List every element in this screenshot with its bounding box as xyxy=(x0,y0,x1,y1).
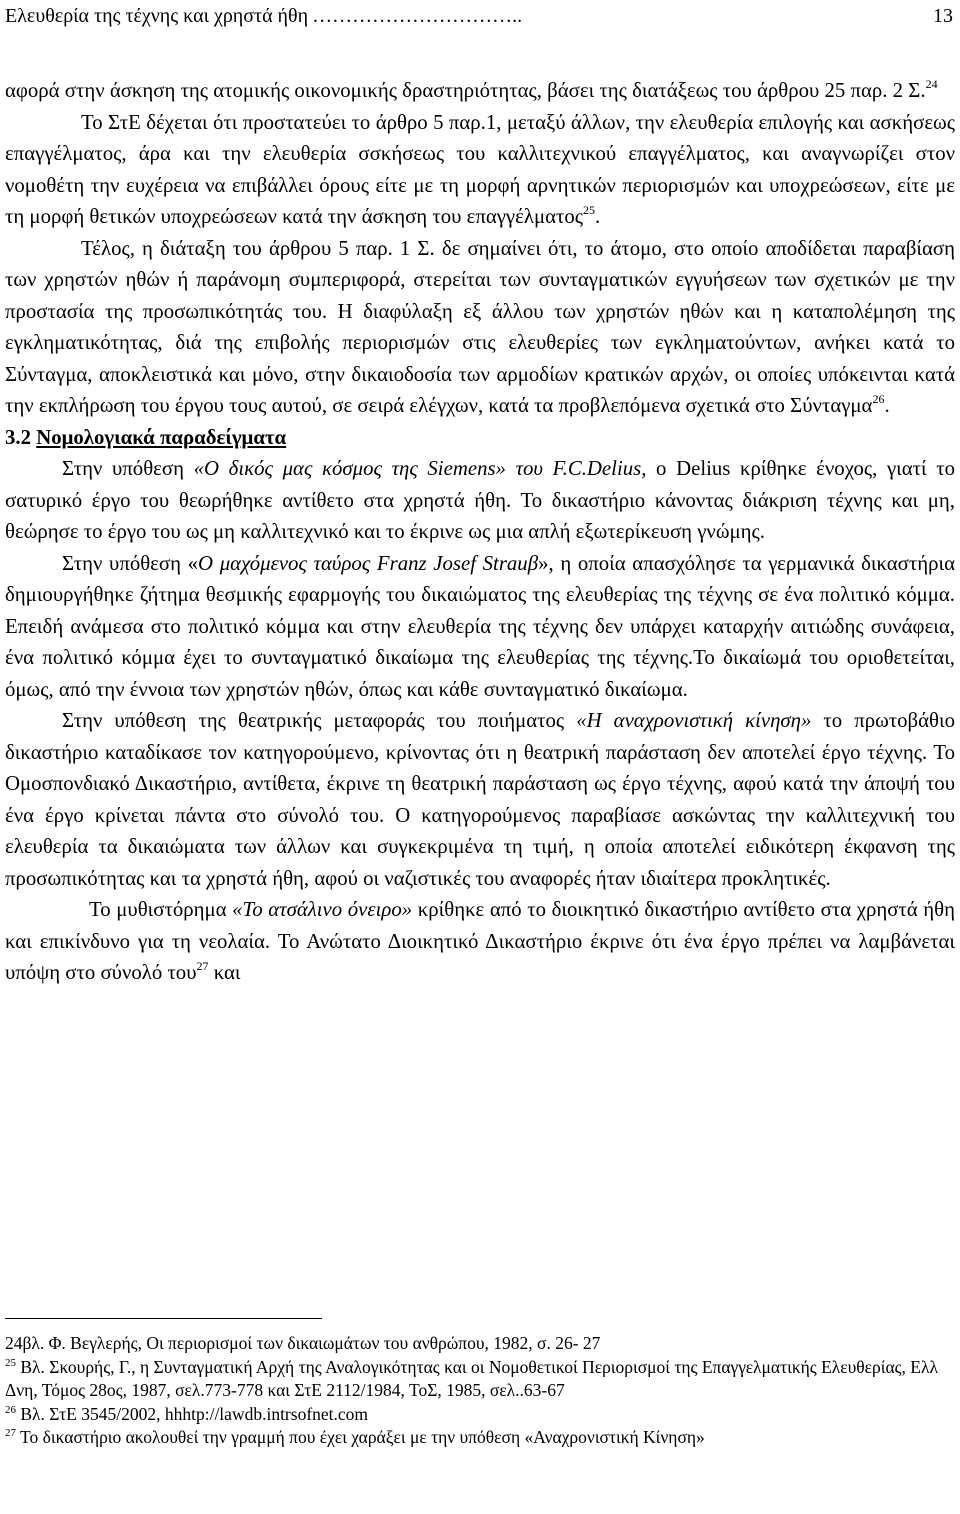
page-number: 13 xyxy=(933,5,953,27)
footnotes xyxy=(5,1332,955,1450)
paragraph-6: Στην υπόθεση της θεατρικής μεταφοράς του ποιήματος «Η αναχρονιστική κίνηση» το πρωτοβάθιο δικαστήριο καταδίκασε τον κατηγορούμενο, κρίνοντας ότι η θεατρική παράσταση δεν αποτελεί έργο τέχνης. Το Ομοσπονδιακό Δικαστήριο, αντίθετα, έκρινε τη θεατρική παράσταση ως έργο τέχνης, αφού κατά την άποψή του ένα έργο κρίνεται πάντα στο σύνολό του. Ο κατηγορούμενος παραβίασε ασκώντας την καλλιτεχνική του ελευθερία τα δικαιώματα των άλλων και συγκεκριμένα τη τιμή, η οποία αποτελεί ειδικότερη έκφανση της προσωπικότητας και τα χρηστά ήθη, αφού οι ναζιστικές του αναφορές ήταν ιδιαίτερα προκλητικές. xyxy=(5,709,955,890)
footnote-27: $^{27}$ Το δικαστήριο ακολουθεί την γραμμή που έχει χαράξει με την υπόθεση «Αναχρονιστική Κίνηση» xyxy=(5,1427,705,1447)
case-title-siemens: «Ο δικός μας κόσμος της Siemens» του F.C.Delius, xyxy=(193,457,647,480)
section-heading xyxy=(5,422,955,454)
case-title-steel-dream: «Το ατσάλινο όνειρο» xyxy=(232,898,413,921)
paragraph-4: Στην υπόθεση «Ο δικός μας κόσμος της Siemens» του F.C.Delius, ο Delius κρίθηκε ένοχος, γιατί το σατυρικό έργο του θεωρήθηκε αντίθετο στα χρηστά ήθη. Το δικαστήριο κάνοντας διάκριση τέχνης και μη, θεώρησε το έργο του ως μη καλλιτεχνικό και το έκρινε ως μια απλή εξωτερίκευση γνώμης. xyxy=(5,457,955,543)
paragraph-2: Το ΣτΕ δέχεται ότι προστατεύει το άρθρο 5 παρ.1, μεταξύ άλλων, την ελευθερία επιλογής και ασκήσεως επαγγέλματος, άρα και την ελευθερία σσκήσεως του καλλιτεχνικού επαγγέλματος, και αναγνωρίζει στον νομοθέτη την ευχέρεια να επιβάλλει όρους είτε με τη μορφή αρνητικών περιορισμών και υποχρεώσεων, είτε με τη μορφή θετικών υποχρεώσεων κατά την άσκηση του επαγγέλματος$^{25}$. xyxy=(5,110,955,228)
header-leader-dots: ………………………….. xyxy=(312,5,523,27)
footnote-ref-26: 26 xyxy=(872,392,885,406)
header-title: Ελευθερία της τέχνης και χρηστά ήθη xyxy=(5,5,309,27)
footnote-separator xyxy=(5,1318,322,1319)
running-header xyxy=(5,3,953,29)
paragraph-3: Τέλος, η διάταξη του άρθρου 5 παρ. 1 Σ. δε σημαίνει ότι, το άτομο, στο οποίο αποδίδεται παραβίαση των χρηστών ηθών ή παράνομη συμπεριφορά, στερείται των συνταγματικών εγγυήσεων των σχετικών με την προστασία της προσωπικότητάς του. Η διαφύλαξη εξ άλλου των χρηστών ηθών και η καταπολέμηση της εγκληματικότητας, διά της επιβολής περιορισμών στις ελευθερίες των εγκληματούντων, ανήκει κατά το Σύνταγμα, αποκλειστικά και μόνο, στην δικαιοδοσία των αρμοδίων κρατικών αρχών, οι οποίες υπόκεινται κατά την εκπλήρωση του έργου τους αυτού, σε σειρά ελέγχων, κατά τα προβλεπόμενα σχετικά στο Σύνταγμα$^{26}$. xyxy=(5,236,955,417)
paragraph-1: αφορά στην άσκηση της ατομικής οικονομικής δραστηριότητας, βάσει της διατάξεως του άρθρου 25 παρ. 2 Σ.$^{24}$ xyxy=(5,77,938,102)
footnote-26: $^{26}$ Βλ. ΣτΕ 3545/2002, hhhtp://lawdb.intrsofnet.com xyxy=(5,1403,369,1424)
case-title-strauss: Ο μαχόμενος ταύρος Franz Josef Strauβ xyxy=(198,551,539,575)
section-number: 3.2 xyxy=(5,425,31,449)
main-text xyxy=(5,75,955,989)
footnote-ref-24: 24 xyxy=(925,77,938,91)
footnote-ref-27: 27 xyxy=(196,959,209,973)
footnote-ref-25: 25 xyxy=(582,203,595,217)
paragraph-5: Στην υπόθεση «Ο μαχόμενος ταύρος Franz Josef Strauβ», η οποία απασχόλησε τα γερμανικά δικαστήρια δημιουργήθηκε ζήτημα θεσμικής εφαρμογής του δικαιώματος της ελευθερίας της τέχνης σε ένα πολιτικό κόμμα. Επειδή ανάμεσα στο πολιτικό κόμμα και στην ελευθερία της τέχνης δεν υπάρχει καταρχήν αιτιώδης συνάφεια, ένα πολιτικό κόμμα έχει το συνταγματικό δικαίωμα της ελευθερίας της τέχνης.Το δικαίωμά του οριοθετείται, όμως, από την έννοια των χρηστών ηθών, όπως και κάθε συνταγματικό δικαίωμα. xyxy=(5,551,955,701)
case-title-anachronistic: «Η αναχρονιστική κίνηση» xyxy=(576,709,812,732)
paragraph-7: Το μυθιστόρημα «Το ατσάλινο όνειρο» κρίθηκε από το διοικητικό δικαστήριο αντίθετο στα χρηστά ήθη και επικίνδυνο για τη νεολαία. Το Ανώτατο Διοικητικό Δικαστήριο έκρινε ότι ένα έργο πρέπει να λαμβάνεται υπόψη στο σύνολό του$^{27}$ και xyxy=(5,898,956,984)
footnote-24: 24βλ. Φ. Βεγλερής, Οι περιορισμοί των δικαιωμάτων του ανθρώπου, 1982, σ. 26- 27 xyxy=(5,1333,601,1353)
section-title: Νομολογιακά παραδείγματα xyxy=(36,425,287,449)
footnote-25: $^{25}$ Βλ. Σκουρής, Γ., η Συνταγματική Αρχή της Αναλογικότητας και οι Νομοθετικοί Περιορισμοί της Επαγγελματικής Ελευθερίας, Ελλ Δνη, Τόμος 28ος, 1987, σελ.773-778 και ΣτΕ 2112/1984, ΤοΣ, 1985, σελ..63-67 xyxy=(5,1356,938,1400)
